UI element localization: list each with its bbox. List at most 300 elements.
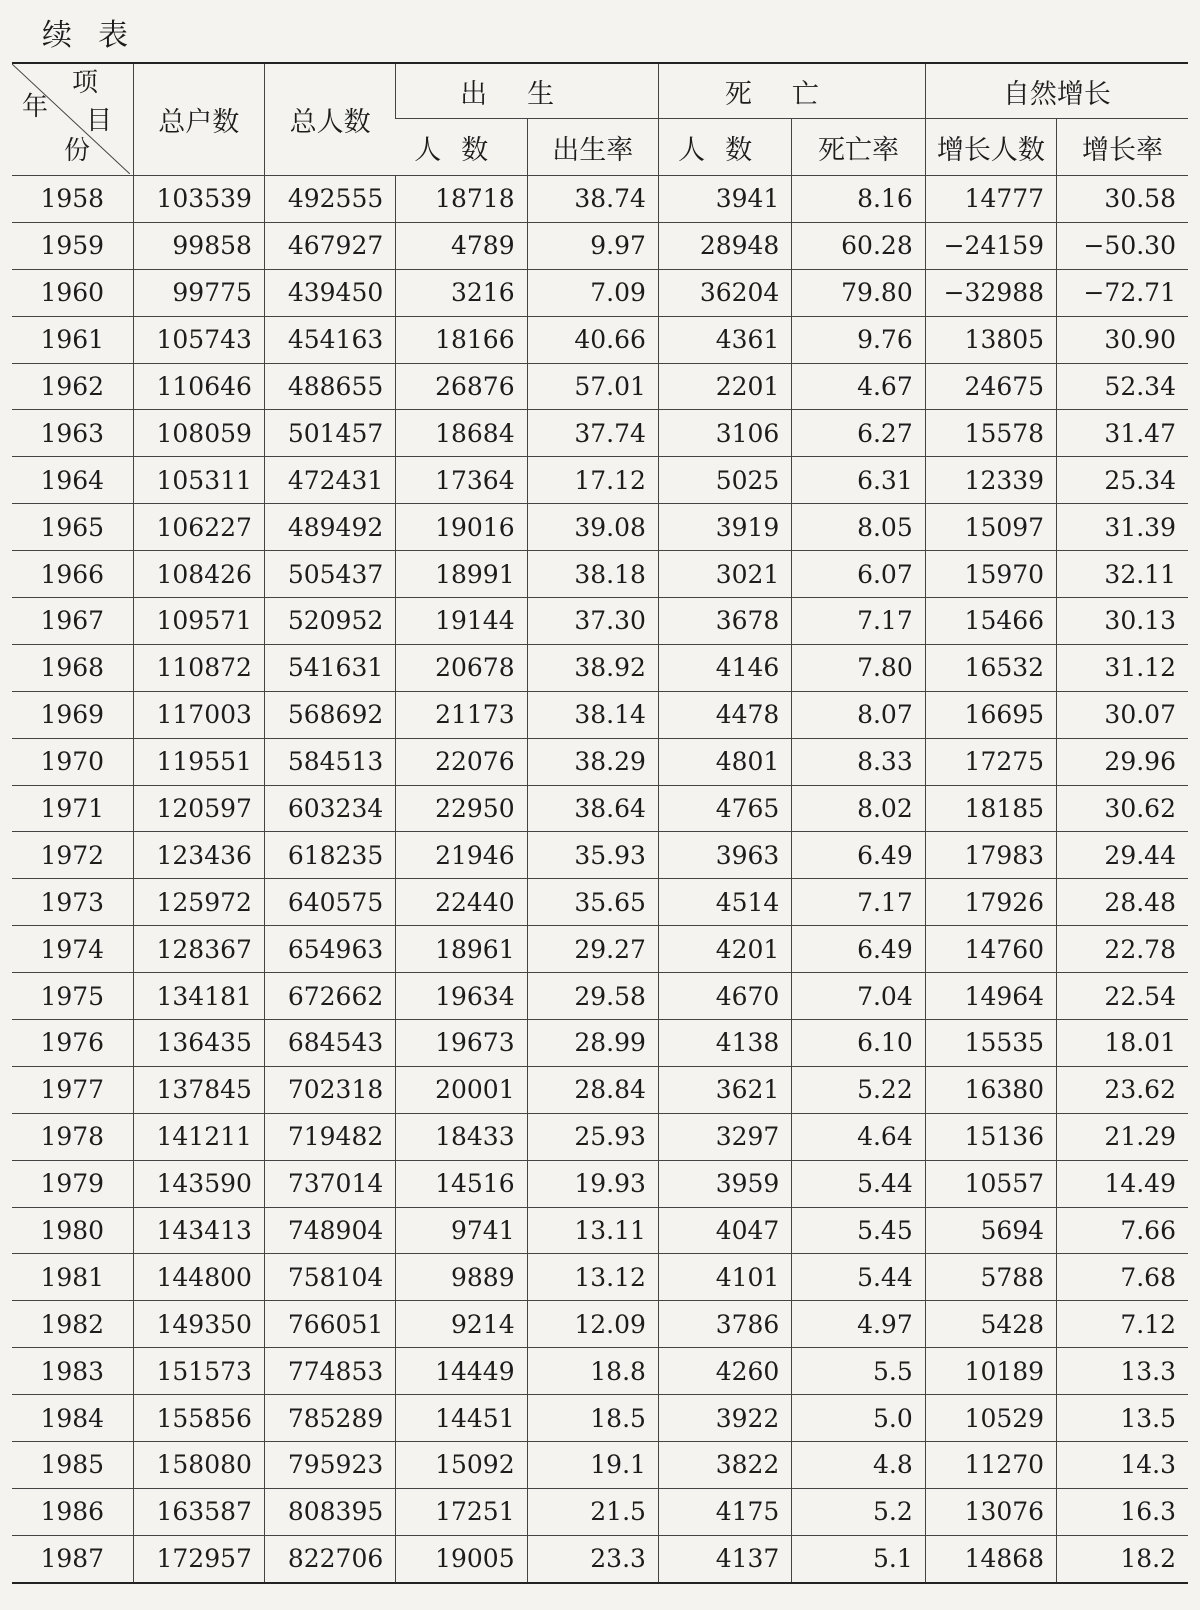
cell-birth-rate: 40.66 <box>527 316 658 363</box>
header-households: 总户数 <box>133 63 264 176</box>
cell-year: 1958 <box>12 176 133 223</box>
cell-birth-rate: 38.18 <box>527 551 658 598</box>
cell-growth-rate: 30.13 <box>1057 598 1188 645</box>
cell-death-count: 4138 <box>658 1020 791 1067</box>
cell-population: 454163 <box>264 316 395 363</box>
cell-growth-count: 15097 <box>925 504 1056 551</box>
cell-death-rate: 7.17 <box>792 879 925 926</box>
table-row <box>12 1113 1188 1160</box>
cell-population: 684543 <box>264 1020 395 1067</box>
cell-death-rate: 5.22 <box>792 1066 925 1113</box>
cell-households: 99858 <box>133 222 264 269</box>
cell-growth-count: 24675 <box>925 363 1056 410</box>
cell-birth-rate: 38.74 <box>527 176 658 223</box>
cell-death-count: 4201 <box>658 926 791 973</box>
cell-households: 143413 <box>133 1207 264 1254</box>
header-birth-rate: 出生率 <box>527 119 658 176</box>
cell-growth-rate: 7.68 <box>1057 1254 1188 1301</box>
cell-birth-count: 22950 <box>396 785 527 832</box>
cell-year: 1964 <box>12 457 133 504</box>
cell-growth-rate: 30.07 <box>1057 691 1188 738</box>
cell-birth-count: 17364 <box>396 457 527 504</box>
cell-population: 654963 <box>264 926 395 973</box>
cell-death-rate: 8.02 <box>792 785 925 832</box>
cell-death-count: 4101 <box>658 1254 791 1301</box>
table-row <box>12 316 1188 363</box>
cell-death-rate: 8.05 <box>792 504 925 551</box>
cell-death-rate: 6.49 <box>792 832 925 879</box>
cell-birth-rate: 23.3 <box>527 1535 658 1582</box>
table-row <box>12 1301 1188 1348</box>
cell-growth-rate: 21.29 <box>1057 1113 1188 1160</box>
table-row <box>12 832 1188 879</box>
population-table <box>12 62 1188 1584</box>
cell-year: 1959 <box>12 222 133 269</box>
cell-growth-rate: 29.44 <box>1057 832 1188 879</box>
cell-year: 1974 <box>12 926 133 973</box>
cell-population: 702318 <box>264 1066 395 1113</box>
cell-death-rate: 7.04 <box>792 973 925 1020</box>
cell-households: 128367 <box>133 926 264 973</box>
cell-birth-count: 9889 <box>396 1254 527 1301</box>
cell-birth-rate: 38.29 <box>527 738 658 785</box>
cell-households: 125972 <box>133 879 264 926</box>
cell-birth-rate: 25.93 <box>527 1113 658 1160</box>
cell-death-rate: 79.80 <box>792 269 925 316</box>
cell-birth-count: 18433 <box>396 1113 527 1160</box>
cell-population: 795923 <box>264 1442 395 1489</box>
cell-birth-count: 18718 <box>396 176 527 223</box>
table-row <box>12 551 1188 598</box>
cell-households: 144800 <box>133 1254 264 1301</box>
cell-year: 1967 <box>12 598 133 645</box>
cell-death-count: 3678 <box>658 598 791 645</box>
table-row <box>12 973 1188 1020</box>
cell-death-count: 3959 <box>658 1160 791 1207</box>
cell-households: 172957 <box>133 1535 264 1582</box>
cell-growth-count: −24159 <box>925 222 1056 269</box>
cell-birth-count: 14449 <box>396 1348 527 1395</box>
cell-death-rate: 6.07 <box>792 551 925 598</box>
cell-households: 105311 <box>133 457 264 504</box>
cell-growth-rate: 14.3 <box>1057 1442 1188 1489</box>
cell-year: 1976 <box>12 1020 133 1067</box>
header-growth-count: 增长人数 <box>925 119 1056 176</box>
cell-growth-rate: 25.34 <box>1057 457 1188 504</box>
cell-death-rate: 60.28 <box>792 222 925 269</box>
cell-population: 488655 <box>264 363 395 410</box>
table-row <box>12 644 1188 691</box>
cell-death-count: 4146 <box>658 644 791 691</box>
cell-birth-rate: 18.5 <box>527 1395 658 1442</box>
cell-households: 117003 <box>133 691 264 738</box>
cell-birth-rate: 19.1 <box>527 1442 658 1489</box>
table-row <box>12 691 1188 738</box>
cell-population: 758104 <box>264 1254 395 1301</box>
cell-birth-count: 21173 <box>396 691 527 738</box>
cell-growth-count: 11270 <box>925 1442 1056 1489</box>
cell-growth-rate: −50.30 <box>1057 222 1188 269</box>
cell-households: 109571 <box>133 598 264 645</box>
cell-growth-rate: −72.71 <box>1057 269 1188 316</box>
cell-birth-count: 18684 <box>396 410 527 457</box>
cell-birth-rate: 13.12 <box>527 1254 658 1301</box>
cell-year: 1986 <box>12 1488 133 1535</box>
cell-growth-count: 13805 <box>925 316 1056 363</box>
cell-growth-rate: 18.01 <box>1057 1020 1188 1067</box>
cell-death-rate: 4.67 <box>792 363 925 410</box>
cell-year: 1970 <box>12 738 133 785</box>
cell-households: 120597 <box>133 785 264 832</box>
table-row <box>12 1020 1188 1067</box>
cell-growth-rate: 18.2 <box>1057 1535 1188 1582</box>
cell-growth-rate: 30.90 <box>1057 316 1188 363</box>
cell-birth-rate: 13.11 <box>527 1207 658 1254</box>
cell-death-count: 3621 <box>658 1066 791 1113</box>
header-death-group: 死亡 <box>658 63 925 119</box>
cell-death-rate: 6.10 <box>792 1020 925 1067</box>
cell-population: 719482 <box>264 1113 395 1160</box>
cell-birth-count: 14451 <box>396 1395 527 1442</box>
cell-birth-rate: 28.99 <box>527 1020 658 1067</box>
cell-birth-rate: 38.92 <box>527 644 658 691</box>
table-row <box>12 1207 1188 1254</box>
cell-death-count: 3106 <box>658 410 791 457</box>
cell-death-count: 4260 <box>658 1348 791 1395</box>
cell-year: 1962 <box>12 363 133 410</box>
cell-households: 108426 <box>133 551 264 598</box>
cell-households: 141211 <box>133 1113 264 1160</box>
cell-growth-rate: 14.49 <box>1057 1160 1188 1207</box>
cell-households: 105743 <box>133 316 264 363</box>
cell-households: 137845 <box>133 1066 264 1113</box>
cell-birth-count: 26876 <box>396 363 527 410</box>
header-population: 总人数 <box>264 63 395 176</box>
cell-growth-count: 5428 <box>925 1301 1056 1348</box>
cell-population: 672662 <box>264 973 395 1020</box>
cell-households: 119551 <box>133 738 264 785</box>
cell-death-rate: 8.16 <box>792 176 925 223</box>
cell-growth-count: 5694 <box>925 1207 1056 1254</box>
cell-year: 1980 <box>12 1207 133 1254</box>
cell-birth-count: 18991 <box>396 551 527 598</box>
cell-growth-count: 14964 <box>925 973 1056 1020</box>
cell-year: 1968 <box>12 644 133 691</box>
cell-death-count: 4478 <box>658 691 791 738</box>
cell-death-rate: 7.17 <box>792 598 925 645</box>
cell-birth-rate: 35.65 <box>527 879 658 926</box>
cell-growth-rate: 23.62 <box>1057 1066 1188 1113</box>
cell-year: 1966 <box>12 551 133 598</box>
cell-death-count: 3919 <box>658 504 791 551</box>
cell-population: 785289 <box>264 1395 395 1442</box>
cell-birth-count: 17251 <box>396 1488 527 1535</box>
cell-birth-count: 9741 <box>396 1207 527 1254</box>
cell-birth-count: 20678 <box>396 644 527 691</box>
cell-death-count: 3786 <box>658 1301 791 1348</box>
cell-population: 640575 <box>264 879 395 926</box>
cell-birth-count: 9214 <box>396 1301 527 1348</box>
table-row <box>12 176 1188 223</box>
cell-birth-count: 14516 <box>396 1160 527 1207</box>
cell-death-rate: 9.76 <box>792 316 925 363</box>
cell-growth-rate: 30.62 <box>1057 785 1188 832</box>
cell-growth-rate: 30.58 <box>1057 176 1188 223</box>
cell-population: 618235 <box>264 832 395 879</box>
cell-year: 1960 <box>12 269 133 316</box>
table-row <box>12 598 1188 645</box>
cell-growth-rate: 32.11 <box>1057 551 1188 598</box>
cell-households: 110646 <box>133 363 264 410</box>
cell-year: 1971 <box>12 785 133 832</box>
cell-death-count: 4801 <box>658 738 791 785</box>
cell-growth-rate: 16.3 <box>1057 1488 1188 1535</box>
cell-birth-rate: 57.01 <box>527 363 658 410</box>
cell-households: 149350 <box>133 1301 264 1348</box>
cell-death-rate: 5.1 <box>792 1535 925 1582</box>
cell-death-count: 4514 <box>658 879 791 926</box>
cell-birth-count: 19634 <box>396 973 527 1020</box>
cell-year: 1969 <box>12 691 133 738</box>
cell-birth-rate: 38.14 <box>527 691 658 738</box>
cell-death-count: 28948 <box>658 222 791 269</box>
cell-birth-rate: 37.30 <box>527 598 658 645</box>
cell-birth-rate: 17.12 <box>527 457 658 504</box>
cell-population: 737014 <box>264 1160 395 1207</box>
cell-year: 1963 <box>12 410 133 457</box>
cell-death-count: 3963 <box>658 832 791 879</box>
cell-birth-count: 20001 <box>396 1066 527 1113</box>
cell-growth-count: 13076 <box>925 1488 1056 1535</box>
table-row <box>12 504 1188 551</box>
cell-death-count: 3941 <box>658 176 791 223</box>
cell-population: 489492 <box>264 504 395 551</box>
cell-year: 1987 <box>12 1535 133 1582</box>
cell-growth-count: 12339 <box>925 457 1056 504</box>
cell-growth-count: 10557 <box>925 1160 1056 1207</box>
cell-birth-rate: 21.5 <box>527 1488 658 1535</box>
header-death-rate: 死亡率 <box>792 119 925 176</box>
cell-birth-count: 3216 <box>396 269 527 316</box>
cell-households: 158080 <box>133 1442 264 1489</box>
cell-birth-rate: 7.09 <box>527 269 658 316</box>
cell-birth-rate: 19.93 <box>527 1160 658 1207</box>
cell-death-count: 3822 <box>658 1442 791 1489</box>
cell-growth-rate: 52.34 <box>1057 363 1188 410</box>
cell-households: 151573 <box>133 1348 264 1395</box>
cell-growth-count: 10529 <box>925 1395 1056 1442</box>
cell-year: 1978 <box>12 1113 133 1160</box>
cell-growth-count: 16695 <box>925 691 1056 738</box>
cell-growth-count: 15578 <box>925 410 1056 457</box>
cell-death-count: 4765 <box>658 785 791 832</box>
cell-population: 541631 <box>264 644 395 691</box>
cell-households: 99775 <box>133 269 264 316</box>
table-row <box>12 363 1188 410</box>
cell-population: 568692 <box>264 691 395 738</box>
cell-population: 492555 <box>264 176 395 223</box>
cell-birth-rate: 29.58 <box>527 973 658 1020</box>
cell-birth-rate: 39.08 <box>527 504 658 551</box>
cell-death-rate: 5.44 <box>792 1160 925 1207</box>
cell-population: 603234 <box>264 785 395 832</box>
cell-growth-rate: 13.3 <box>1057 1348 1188 1395</box>
cell-death-rate: 5.2 <box>792 1488 925 1535</box>
table-row <box>12 926 1188 973</box>
cell-death-rate: 4.64 <box>792 1113 925 1160</box>
header-death-count: 人数 <box>658 119 791 176</box>
cell-birth-count: 21946 <box>396 832 527 879</box>
cell-growth-rate: 22.78 <box>1057 926 1188 973</box>
cell-growth-count: 14777 <box>925 176 1056 223</box>
cell-death-rate: 6.27 <box>792 410 925 457</box>
cell-population: 808395 <box>264 1488 395 1535</box>
cell-birth-rate: 28.84 <box>527 1066 658 1113</box>
cell-birth-rate: 9.97 <box>527 222 658 269</box>
table-row <box>12 457 1188 504</box>
cell-death-count: 4137 <box>658 1535 791 1582</box>
header-birth-group: 出生 <box>396 63 659 119</box>
corner-label-fen: 份 <box>64 136 91 166</box>
cell-birth-rate: 12.09 <box>527 1301 658 1348</box>
cell-birth-count: 22076 <box>396 738 527 785</box>
cell-death-rate: 7.80 <box>792 644 925 691</box>
cell-death-rate: 8.33 <box>792 738 925 785</box>
corner-label-mu: 目 <box>86 106 113 136</box>
cell-death-count: 2201 <box>658 363 791 410</box>
table-row <box>12 1395 1188 1442</box>
cell-death-count: 5025 <box>658 457 791 504</box>
cell-population: 505437 <box>264 551 395 598</box>
corner-label-xiang: 项 <box>72 68 99 98</box>
table-row <box>12 269 1188 316</box>
cell-year: 1981 <box>12 1254 133 1301</box>
table-row <box>12 1348 1188 1395</box>
cell-death-rate: 4.8 <box>792 1442 925 1489</box>
cell-death-rate: 6.31 <box>792 457 925 504</box>
cell-growth-rate: 29.96 <box>1057 738 1188 785</box>
cell-year: 1965 <box>12 504 133 551</box>
cell-households: 103539 <box>133 176 264 223</box>
corner-label-nian: 年 <box>22 92 49 122</box>
cell-growth-count: 14760 <box>925 926 1056 973</box>
cell-death-rate: 6.49 <box>792 926 925 973</box>
cell-birth-count: 19144 <box>396 598 527 645</box>
cell-birth-rate: 38.64 <box>527 785 658 832</box>
cell-death-rate: 5.45 <box>792 1207 925 1254</box>
cell-growth-count: 17926 <box>925 879 1056 926</box>
cell-death-rate: 5.44 <box>792 1254 925 1301</box>
cell-growth-count: 15136 <box>925 1113 1056 1160</box>
cell-growth-count: 17275 <box>925 738 1056 785</box>
table-row <box>12 785 1188 832</box>
cell-death-rate: 8.07 <box>792 691 925 738</box>
table-caption: 续表 <box>42 18 154 53</box>
cell-population: 584513 <box>264 738 395 785</box>
header-corner <box>12 63 133 176</box>
cell-population: 520952 <box>264 598 395 645</box>
cell-population: 467927 <box>264 222 395 269</box>
cell-year: 1961 <box>12 316 133 363</box>
cell-death-count: 4175 <box>658 1488 791 1535</box>
cell-birth-count: 19016 <box>396 504 527 551</box>
header-growth-rate: 增长率 <box>1057 119 1188 176</box>
cell-households: 163587 <box>133 1488 264 1535</box>
cell-households: 134181 <box>133 973 264 1020</box>
cell-death-count: 4670 <box>658 973 791 1020</box>
table-body <box>12 176 1188 1583</box>
cell-death-count: 4361 <box>658 316 791 363</box>
table-row <box>12 410 1188 457</box>
cell-growth-rate: 31.47 <box>1057 410 1188 457</box>
cell-year: 1985 <box>12 1442 133 1489</box>
cell-year: 1982 <box>12 1301 133 1348</box>
cell-birth-rate: 35.93 <box>527 832 658 879</box>
cell-growth-count: 10189 <box>925 1348 1056 1395</box>
cell-growth-rate: 31.12 <box>1057 644 1188 691</box>
table-row <box>12 1254 1188 1301</box>
cell-birth-rate: 29.27 <box>527 926 658 973</box>
cell-growth-count: 17983 <box>925 832 1056 879</box>
cell-households: 136435 <box>133 1020 264 1067</box>
cell-growth-count: 15970 <box>925 551 1056 598</box>
cell-death-count: 3021 <box>658 551 791 598</box>
cell-birth-count: 19005 <box>396 1535 527 1582</box>
cell-growth-rate: 7.66 <box>1057 1207 1188 1254</box>
cell-growth-count: −32988 <box>925 269 1056 316</box>
cell-death-count: 36204 <box>658 269 791 316</box>
cell-growth-rate: 13.5 <box>1057 1395 1188 1442</box>
cell-households: 110872 <box>133 644 264 691</box>
cell-growth-rate: 7.12 <box>1057 1301 1188 1348</box>
cell-growth-rate: 31.39 <box>1057 504 1188 551</box>
cell-birth-count: 19673 <box>396 1020 527 1067</box>
cell-population: 774853 <box>264 1348 395 1395</box>
cell-growth-count: 15535 <box>925 1020 1056 1067</box>
cell-growth-count: 16532 <box>925 644 1056 691</box>
cell-growth-rate: 22.54 <box>1057 973 1188 1020</box>
table-row <box>12 1066 1188 1113</box>
cell-birth-count: 18961 <box>396 926 527 973</box>
cell-birth-count: 15092 <box>396 1442 527 1489</box>
cell-year: 1973 <box>12 879 133 926</box>
cell-death-count: 4047 <box>658 1207 791 1254</box>
cell-birth-count: 22440 <box>396 879 527 926</box>
table-row <box>12 222 1188 269</box>
cell-death-rate: 5.5 <box>792 1348 925 1395</box>
cell-death-rate: 5.0 <box>792 1395 925 1442</box>
cell-households: 155856 <box>133 1395 264 1442</box>
table-row <box>12 1442 1188 1489</box>
cell-birth-rate: 37.74 <box>527 410 658 457</box>
cell-birth-count: 4789 <box>396 222 527 269</box>
cell-year: 1983 <box>12 1348 133 1395</box>
cell-population: 748904 <box>264 1207 395 1254</box>
cell-households: 106227 <box>133 504 264 551</box>
cell-growth-count: 18185 <box>925 785 1056 832</box>
cell-year: 1984 <box>12 1395 133 1442</box>
cell-households: 108059 <box>133 410 264 457</box>
header-growth-group: 自然增长 <box>925 63 1188 119</box>
cell-year: 1972 <box>12 832 133 879</box>
cell-population: 472431 <box>264 457 395 504</box>
table-row <box>12 1535 1188 1582</box>
cell-population: 439450 <box>264 269 395 316</box>
cell-growth-count: 5788 <box>925 1254 1056 1301</box>
cell-death-count: 3297 <box>658 1113 791 1160</box>
cell-growth-count: 15466 <box>925 598 1056 645</box>
cell-year: 1979 <box>12 1160 133 1207</box>
